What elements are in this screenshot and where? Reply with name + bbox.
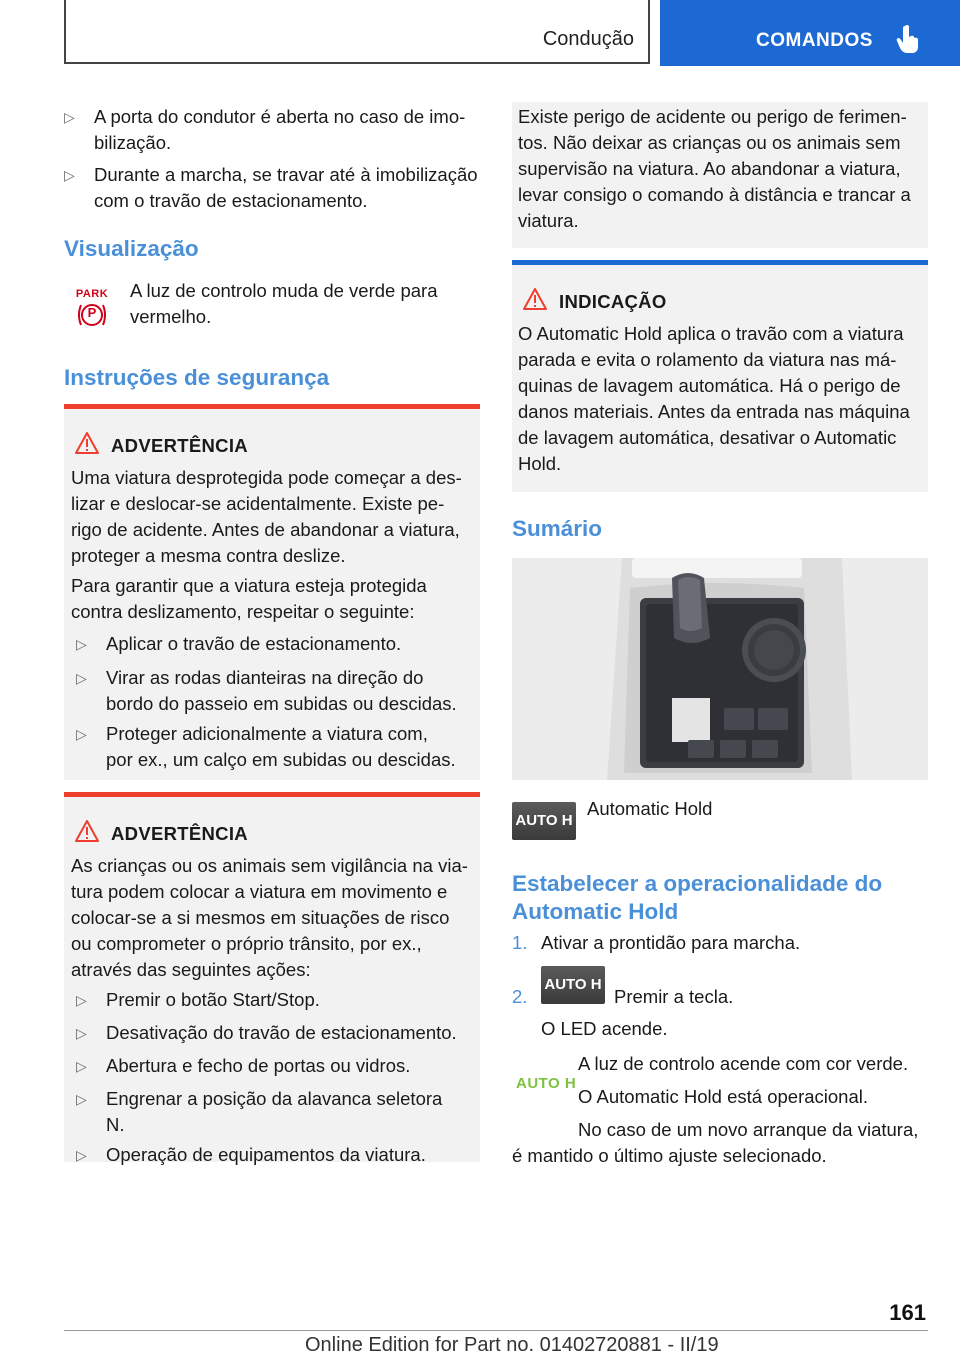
warning-continuation-box	[512, 102, 928, 248]
warning-text: Uma viatura desprotegida pode começar a des- lizar e deslocar-se acidentalmente. Existe pe- rigo de acidente. Antes de abandonar a viatura, proteger a mesma contra deslize.	[71, 467, 462, 566]
bullet-triangle-icon: ▷	[76, 1147, 87, 1163]
console-illustration	[512, 558, 928, 780]
visualizacao-text: A luz de controlo muda de verde para vermelho.	[130, 280, 438, 327]
bullet-triangle-icon: ▷	[76, 1025, 87, 1041]
list-item: ▷ Engrenar a posição da alavanca seletora N.	[76, 1088, 443, 1135]
list-item: ▷ Virar as rodas dianteiras na direção do bordo do passeio em subidas ou descidas.	[76, 667, 457, 714]
note-triangle-icon	[522, 287, 548, 311]
list-item: ▷ Aplicar o travão de estacionamento.	[76, 631, 476, 657]
list-item: ▷ Abertura e fecho de portas ou vidros.	[76, 1053, 476, 1079]
note-text: O Automatic Hold aplica o travão com a viatura parada e evita o rolamento da viatura nas má- quinas de lavagem automática. Há o perigo de danos materiais. Antes da entrada nas máquina de lavagem automática, desativar o Automatic Hold.	[518, 323, 910, 474]
step-number: 2.	[512, 986, 528, 1007]
header-chapter-label: COMANDOS	[756, 30, 873, 51]
indicator-text: O Automatic Hold está operacional.	[578, 1086, 868, 1107]
bullet-triangle-icon: ▷	[64, 109, 75, 125]
list-item: ▷ Premir o botão Start/Stop.	[76, 987, 476, 1013]
page-number: 161	[889, 1300, 926, 1325]
hand-pointer-icon	[896, 24, 920, 54]
warning-box-2	[64, 792, 480, 1165]
list-item: ▷ Operação de equipamentos da viatura.	[76, 1142, 476, 1168]
step-text: Premir a tecla.	[614, 986, 734, 1007]
note-title: INDICAÇÃO	[559, 291, 667, 312]
note-box	[512, 260, 928, 492]
bullet-triangle-icon: ▷	[76, 1058, 87, 1074]
bullet-triangle-icon: ▷	[76, 670, 87, 686]
center-console-photo	[512, 558, 928, 780]
bullet-triangle-icon: ▷	[64, 167, 75, 183]
list-item: ▷ A porta do condutor é aberta no caso de imo- bilização.	[64, 106, 466, 153]
warning-title: ADVERTÊNCIA	[111, 435, 248, 456]
heading-estabelecer: Estabelecer a operacionalidade do Automatic Hold	[512, 871, 883, 924]
warning-title: ADVERTÊNCIA	[111, 823, 248, 844]
header-chapter-tab	[660, 0, 960, 66]
list-item: ▷ Desativação do travão de estacionamento.	[76, 1020, 476, 1046]
header-section-label: Condução	[542, 28, 634, 50]
heading-visualizacao: Visualização	[64, 236, 199, 261]
auto-h-button-icon: AUTO H	[541, 966, 605, 1004]
heading-seguranca: Instruções de segurança	[64, 365, 330, 390]
list-item: ▷ Proteger adicionalmente a viatura com, por ex., um calço em subidas ou descidas.	[76, 723, 456, 770]
warning-triangle-icon	[74, 819, 100, 843]
warning-text: Existe perigo de acidente ou perigo de ferimen- tos. Não deixar as crianças ou os animais sem supervisão na viatura. Ao abandonar a viatura, levar consigo o comando à distância e trancar a viatura.	[518, 106, 911, 231]
bullet-triangle-icon: ▷	[76, 636, 87, 652]
autoh-caption: Automatic Hold	[587, 798, 713, 819]
indicator-text: A luz de controlo acende com cor verde.	[578, 1053, 909, 1074]
warning-triangle-icon	[74, 431, 100, 455]
auto-h-button-icon: AUTO H	[512, 802, 576, 840]
footer-edition: Online Edition for Part no. 01402720881 - II/19	[305, 1334, 719, 1356]
park-brake-icon: PARK P	[72, 288, 114, 330]
bullet-triangle-icon: ▷	[76, 992, 87, 1008]
auto-h-green-indicator-icon: AUTO H	[516, 1075, 577, 1092]
indicator-text: é mantido o último ajuste selecionado.	[512, 1145, 827, 1166]
footer-divider	[64, 1330, 928, 1331]
header-section-tab	[64, 0, 650, 64]
bullet-triangle-icon: ▷	[76, 726, 87, 742]
warning-text: Para garantir que a viatura esteja protegida contra deslizamento, respeitar o seguinte:	[71, 575, 427, 622]
indicator-text: No caso de um novo arranque da viatura,	[578, 1119, 919, 1140]
step-number: 1.	[512, 932, 528, 953]
led-text: O LED acende.	[541, 1018, 668, 1039]
bullet-triangle-icon: ▷	[76, 1091, 87, 1107]
heading-sumario: Sumário	[512, 516, 603, 541]
warning-text: As crianças ou os animais sem vigilância na via- tura podem colocar a viatura em movimento e colocar-se a si mesmos em situações de risco ou comprometer o próprio trânsito, por ex., através das seguintes ações:	[71, 855, 468, 980]
list-item: ▷ Durante a marcha, se travar até à imobilização com o travão de estacionamento.	[64, 164, 478, 211]
warning-box-1	[64, 404, 480, 780]
step-text: Ativar a prontidão para marcha.	[541, 932, 801, 953]
